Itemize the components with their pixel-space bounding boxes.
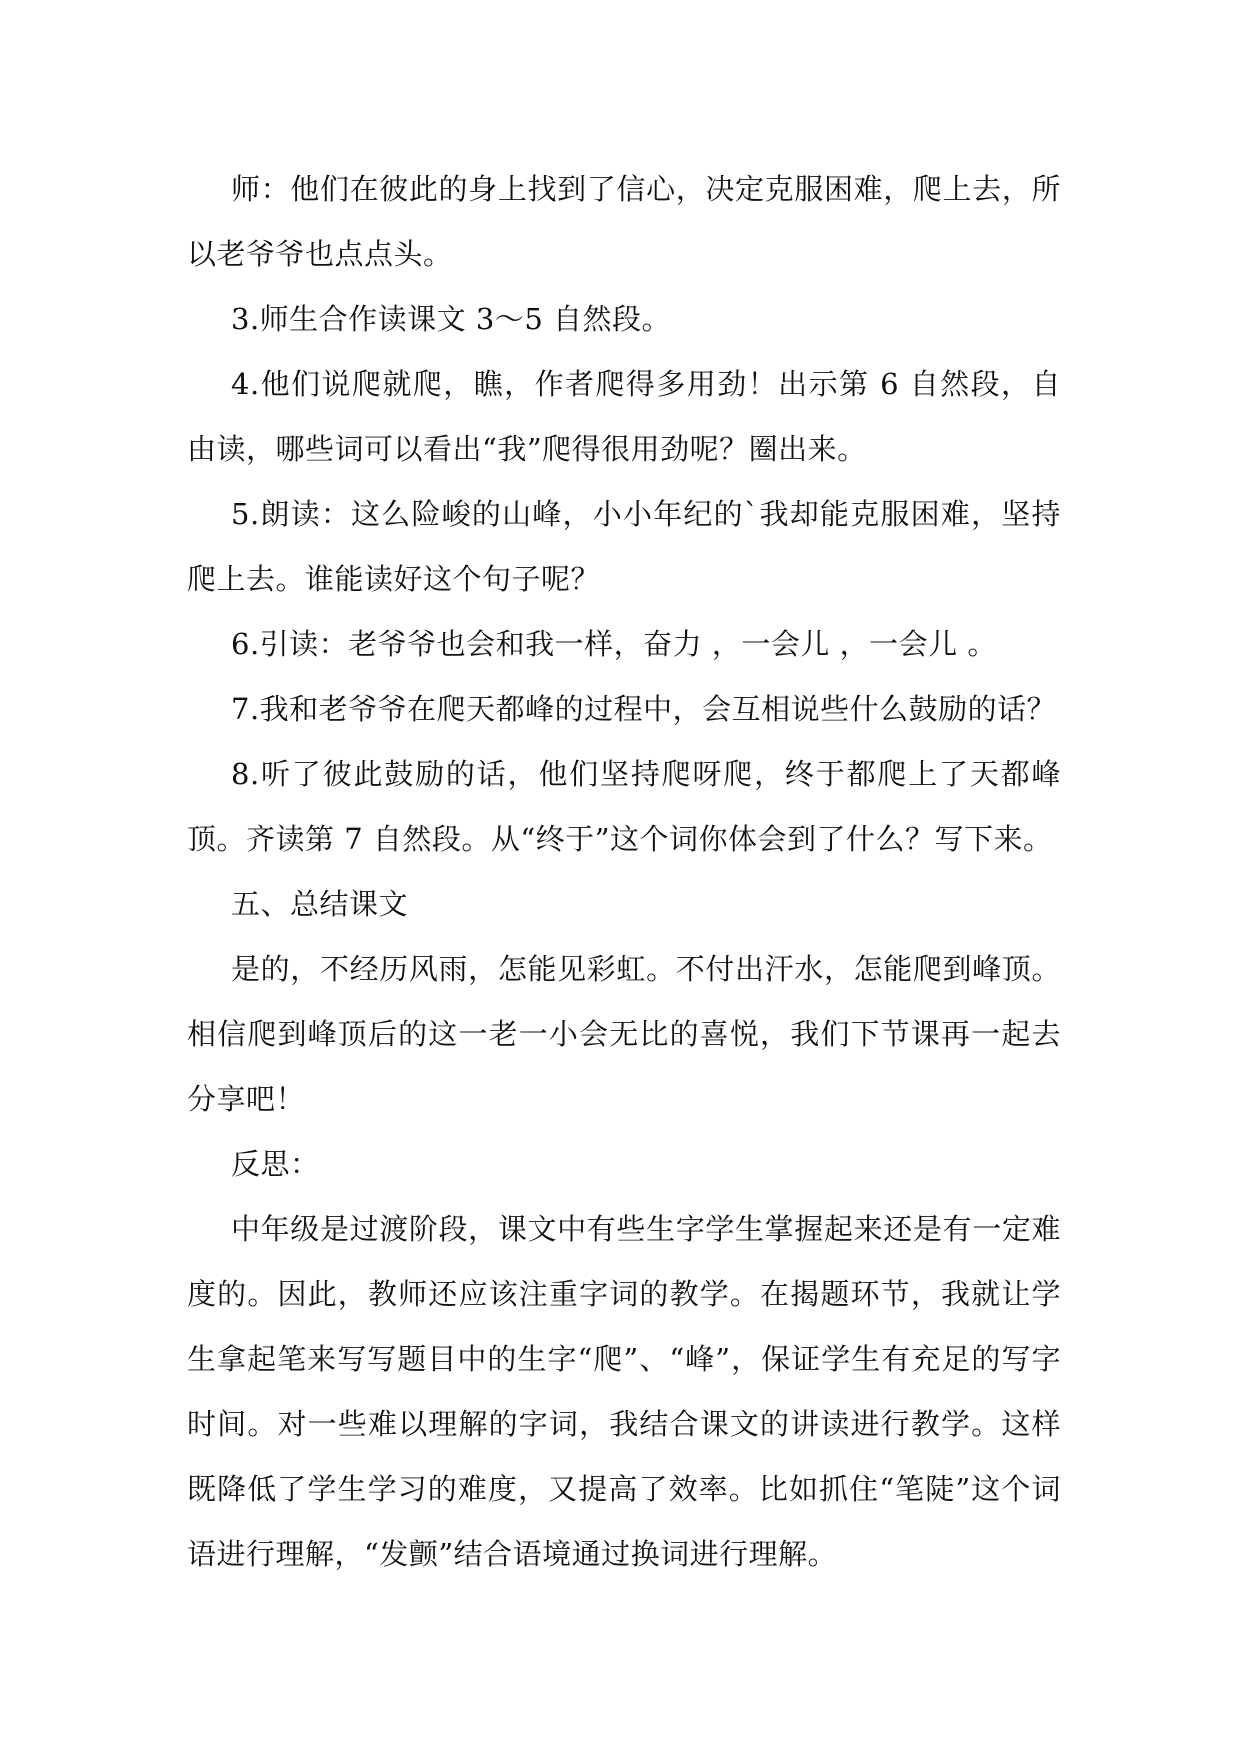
paragraph-reflection: 中年级是过渡阶段，课文中有些生字学生掌握起来还是有一定难度的。因此，教师还应该注重字词的教学。在揭题环节，我就让学生拿起笔来写写题目中的生字“爬”、“峰”，保证学生有充足的写字时间。对一些难以理解的字词，我结合课文的讲读进行教学。这样既降低了学生学习的难度，又提高了效率。比如抓住“笔陡”这个词语进行理解，“发颤”结合语境通过换词进行理解。: [187, 1212, 1061, 1571]
paragraph-step-3: 3.师生合作读课文 3～5 自然段。: [231, 302, 672, 336]
paragraph-summary: 是的，不经历风雨，怎能见彩虹。不付出汗水，怎能爬到峰顶。相信爬到峰顶后的这一老一小会无比的喜悦，我们下节课再一起去分享吧！: [187, 952, 1061, 1116]
paragraph-step-4: 4.他们说爬就爬，瞧，作者爬得多用劲！出示第 6 自然段，自由读，哪些词可以看出“我”爬得很用劲呢？圈出来。: [187, 367, 1061, 466]
document-body: [187, 157, 1061, 1587]
section-heading-reflection: 反思：: [231, 1147, 320, 1181]
paragraph-step-5: 5.朗读：这么险峻的山峰，小小年纪的`我却能克服困难，坚持爬上去。谁能读好这个句子呢？: [187, 497, 1061, 596]
section-heading-summary: 五、总结课文: [231, 887, 409, 921]
paragraph-teacher-remark: 师：他们在彼此的身上找到了信心，决定克服困难，爬上去，所以老爷爷也点点头。: [187, 172, 1061, 271]
paragraph-step-6: 6.引读：老爷爷也会和我一样，奋力 ，一会儿 ，一会儿 。: [231, 627, 997, 661]
paragraph-step-8: 8.听了彼此鼓励的话，他们坚持爬呀爬，终于都爬上了天都峰顶。齐读第 7 自然段。从“终于”这个词你体会到了什么？写下来。: [187, 757, 1061, 856]
paragraph-step-7: 7.我和老爷爷在爬天都峰的过程中，会互相说些什么鼓励的话？: [231, 692, 1057, 726]
